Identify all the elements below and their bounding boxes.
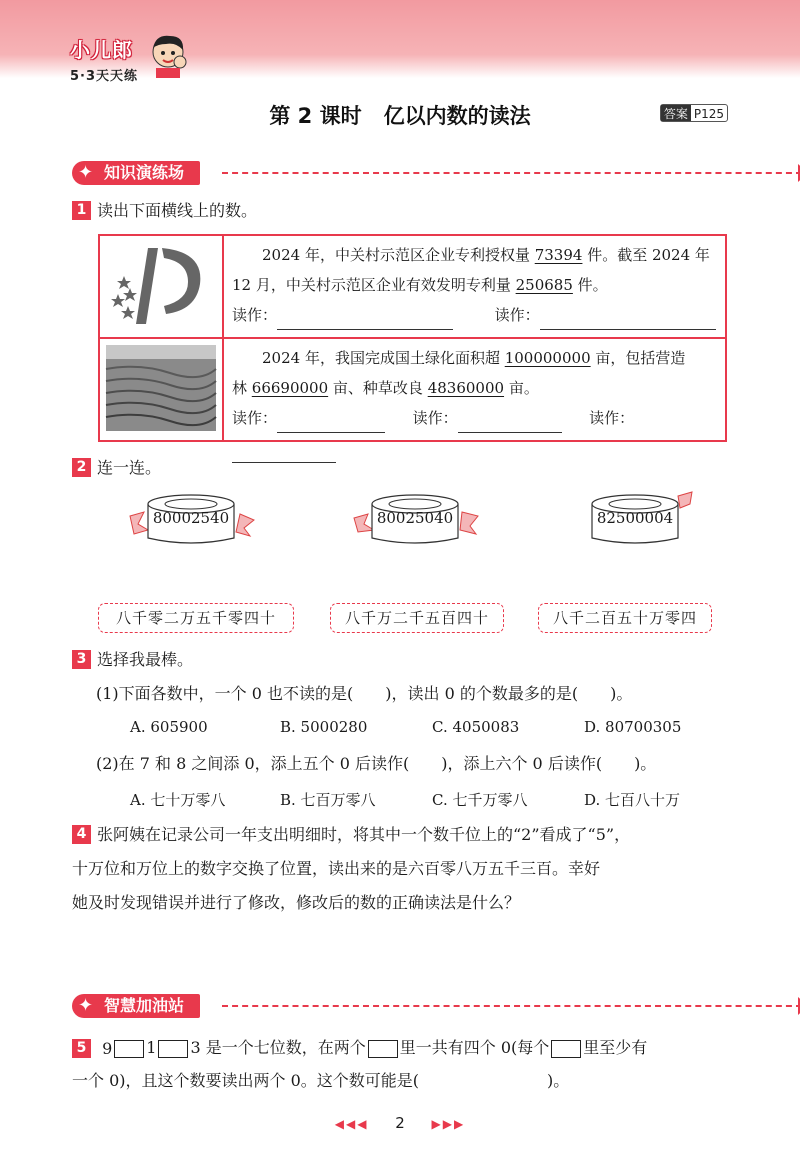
section-label: 知识演练场 bbox=[104, 163, 185, 182]
question-number: 3 bbox=[72, 650, 91, 669]
paragraph-line: 2024 年，中关村示范区企业专利授权量 73394 件。截至 2024 年 bbox=[262, 246, 710, 264]
question-text-line: 她及时发现错误并进行了修改，修改后的数的正确读法是什么？ bbox=[72, 892, 521, 912]
option-d[interactable]: D. 80700305 bbox=[584, 718, 682, 736]
question-3-part-2: (2)在 7 和 8 之间添 0，添上五个 0 后读作( )，添上六个 0 后读作( )。 bbox=[96, 754, 657, 773]
answer-line: 读作： 读作： bbox=[232, 300, 720, 330]
question-2 bbox=[72, 453, 161, 482]
underlined-number: 250685 bbox=[515, 276, 573, 294]
question-1 bbox=[72, 196, 257, 225]
box-symbol bbox=[368, 1040, 398, 1058]
question-text-line: 张阿姨在记录公司一年支出明细时，将其中一个数千位上的“2”看成了“5”， bbox=[97, 824, 631, 844]
stump-number: 82500004 bbox=[596, 509, 674, 527]
question-number: 5 bbox=[72, 1039, 91, 1058]
option-b[interactable]: B. 5000280 bbox=[280, 718, 368, 736]
underlined-number: 48360000 bbox=[427, 379, 505, 397]
question-text: 选择我最棒。 bbox=[97, 649, 194, 669]
box-symbol bbox=[551, 1040, 581, 1058]
lesson-number: 第 2 课时 bbox=[269, 104, 362, 128]
stump-number: 80025040 bbox=[376, 509, 454, 527]
brand-name: 小儿郎 bbox=[70, 38, 133, 62]
match-option[interactable]: 八千零二万五千零四十 bbox=[98, 603, 294, 633]
section-star-icon: ✦ bbox=[78, 162, 94, 183]
underlined-number: 73394 bbox=[534, 246, 583, 264]
tree-stump-card[interactable] bbox=[126, 490, 256, 550]
answer-blank[interactable] bbox=[277, 314, 453, 330]
answer-label: 答案 bbox=[661, 105, 691, 121]
page-number: 2 bbox=[395, 1114, 405, 1132]
stump-number: 80002540 bbox=[152, 509, 230, 527]
paragraph-line: 2024 年，我国完成国土绿化面积超 100000000 亩，包括营造 bbox=[262, 349, 686, 367]
answer-blank[interactable] bbox=[232, 447, 336, 463]
brand-logo bbox=[70, 34, 138, 84]
answer-page: P125 bbox=[693, 107, 724, 121]
section-knowledge-practice bbox=[72, 161, 800, 185]
right-arrows-icon: ▶▶▶ bbox=[431, 1117, 466, 1131]
option-a[interactable]: A. 七十万零八 bbox=[130, 791, 226, 809]
question-3 bbox=[72, 645, 193, 674]
question-text: 连一连。 bbox=[97, 457, 162, 477]
section-star-icon: ✦ bbox=[78, 995, 94, 1016]
tree-stump-card[interactable] bbox=[350, 490, 480, 550]
mascot-icon bbox=[146, 30, 190, 78]
answer-blank[interactable] bbox=[458, 417, 562, 433]
section-label: 智慧加油站 bbox=[104, 996, 185, 1015]
page-footer bbox=[0, 1114, 800, 1132]
digit-box[interactable] bbox=[158, 1040, 188, 1058]
option-c[interactable]: C. 七千万零八 bbox=[432, 791, 528, 809]
terraced-fields-photo bbox=[100, 339, 224, 440]
question-text: 读出下面横线上的数。 bbox=[97, 200, 258, 220]
answer-line: 读作： 读作： 读作： bbox=[232, 403, 720, 463]
landscape-image bbox=[100, 339, 222, 440]
table-row bbox=[100, 236, 725, 339]
option-b[interactable]: B. 七百万零八 bbox=[280, 791, 376, 809]
option-a[interactable]: A. 605900 bbox=[130, 718, 208, 736]
answer-blank[interactable] bbox=[540, 314, 716, 330]
question-5: 5 9 1 3 是一个七位数，在两个 里一共有四个 0(每个 里至少有 一个 0)，且这个数要读出两个 0。这个数可能是( )。 bbox=[72, 1034, 647, 1095]
paragraph-line: 林 66690000 亩、种草改良 48360000 亩。 bbox=[232, 379, 539, 397]
match-option[interactable]: 八千二百五十万零四 bbox=[538, 603, 712, 633]
question-number: 4 bbox=[72, 825, 91, 844]
answer-reference bbox=[660, 104, 728, 122]
digit-box[interactable] bbox=[114, 1040, 144, 1058]
question-number: 1 bbox=[72, 201, 91, 220]
question-text-line: 一个 0)，且这个数要读出两个 0。这个数可能是( )。 bbox=[72, 1070, 570, 1090]
paragraph-line: 12 月，中关村示范区企业有效发明专利量 250685 件。 bbox=[232, 276, 608, 294]
question-4 bbox=[72, 820, 630, 917]
underlined-number: 100000000 bbox=[504, 349, 591, 367]
section-wisdom-station bbox=[72, 994, 800, 1018]
question-number: 2 bbox=[72, 458, 91, 477]
option-c[interactable]: C. 4050083 bbox=[432, 718, 520, 736]
question-3-part-1: (1)下面各数中，一个 0 也不读的是( )，读出 0 的个数最多的是( )。 bbox=[96, 684, 633, 703]
tree-stump-card[interactable] bbox=[570, 490, 700, 550]
table-row bbox=[100, 339, 725, 440]
answer-blank[interactable] bbox=[277, 417, 385, 433]
left-arrows-icon: ◀◀◀ bbox=[334, 1117, 369, 1131]
underlined-number: 66690000 bbox=[251, 379, 329, 397]
brand-series: 5·3天天练 bbox=[70, 69, 139, 84]
reading-table bbox=[98, 234, 727, 442]
patent-logo-image bbox=[100, 236, 224, 337]
question-text-line: 十万位和万位上的数字交换了位置，读出来的是六百零八万五千三百。幸好 bbox=[72, 858, 601, 878]
option-d[interactable]: D. 七百八十万 bbox=[584, 791, 681, 809]
patent-emblem-icon bbox=[100, 236, 222, 336]
lesson-topic: 亿以内数的读法 bbox=[383, 104, 531, 128]
match-option[interactable]: 八千万二千五百四十 bbox=[330, 603, 504, 633]
